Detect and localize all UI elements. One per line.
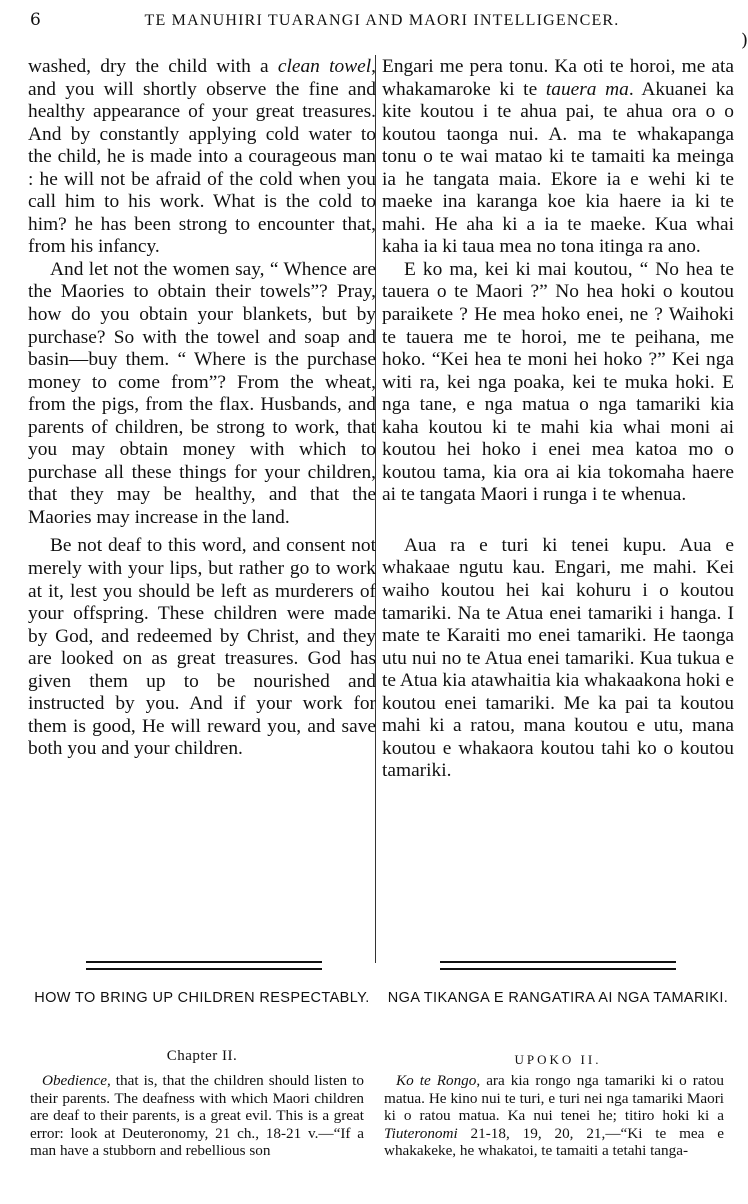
english-paragraph-1-rest: , and you will shortly observe the fine and healthy appearance of your great treasures. And by constantly applying cold water to the child, he is made into a courageous man : he will not be afraid of the cold when you call him to his work. What is the cold to him? he has been strong to encounter that, from his infancy. xyxy=(28,56,376,258)
english-italic-towel: towel xyxy=(329,56,372,77)
english-chapter-body: , that is, that the children should listen to their parents. The deafness with which Maori children are deaf to their parents, is a great evil. This is a great error: look at Deuteronomy, 21 ch., 18-21 v.—“If a man have a stubborn and rebellious son xyxy=(30,1072,364,1160)
maori-chapter-heading: UPOKO II. xyxy=(514,1052,602,1067)
maori-italic-tauera: tauera ma xyxy=(545,78,629,100)
english-section-title: HOW TO BRING UP CHILDREN RESPECTABLY. xyxy=(34,990,370,1006)
english-paragraph-3: Be not deaf to this word, and consent not merely with your lips, but rather go to work at it, lest you should be left as murderers of your offspring. These children were made by God, and redeemed by Christ, and they are looked on as great treasures. God has given them up to be nourished and instructed by you. And if your work for them is good, He will reward you, and save both you and your children. xyxy=(28,535,376,760)
english-chapter-heading: Chapter II. xyxy=(166,1048,238,1064)
maori-lead-italic: Ko te Rongo xyxy=(396,1072,477,1089)
english-paragraph-1 xyxy=(28,56,376,259)
english-lead-italic: Obedience xyxy=(42,1072,107,1089)
maori-paragraph-1-rest: . Akuanei ka kite koutou i te ahua pai, te ahua ora o o koutou taonga nui. A. ma te whakapanga tonu o te wai matao ki te tamaiti ka meinga ia he tangata maia. Ekore ia e wehi ki te maeke ina karanga koe kia haere ia ki te mahi. He aha ki a ia te maeke. Kua whai kaha ia ki taua mea no tona itinga ra ano. xyxy=(382,78,734,258)
page-header xyxy=(0,4,748,51)
maori-chapter-text xyxy=(384,1072,724,1160)
section-rule-left xyxy=(86,961,322,970)
english-chapter-text xyxy=(30,1072,364,1160)
english-paragraph-1-start: washed, dry the child with a xyxy=(28,56,278,77)
maori-column xyxy=(382,56,734,783)
running-title: TE MANUHIRI TUARANGI AND MAORI INTELLIGENCER. xyxy=(144,12,620,29)
maori-chapter-body-end: 21-18, 19, 20, 21,—“Ki te mea e whakakeke, he whakatoi, te tamaiti a tetahi tanga- xyxy=(384,1124,724,1160)
maori-paragraph-2: E ko ma, kei ki mai koutou, “ No hea te tauera o te Maori ?” No hea hoki o koutou paraikete ? He mea hoko enei, ne ? Waihoki te tauera me te horoi, me te peihana, me hoko. “Kei hea te moni hei hoko ?” Kei nga witi ra, kei nga poaka, kei te muka hoki. E nga tane, e nga matua o nga tamariki kia kaha koutou ki te mahi kia whai moni ai koutou hei hoko i enei mea katoa mo o koutou tama, kia ora ai kia tokomaha haere ai te tangata Maori i runga i te whenua. xyxy=(382,258,734,506)
page-number: 6 xyxy=(30,10,41,30)
english-column xyxy=(28,56,376,761)
maori-chapter-body: , ara kia rongo nga tamariki ki o ratou matua. He kino nui te turi, e turi nei nga tamariki Maori ki o ratou matua. Ka nui tenei he; titiro hoki ki a xyxy=(384,1072,724,1125)
maori-section-title: NGA TIKANGA E RANGATIRA AI NGA TAMARIKI. xyxy=(387,990,729,1006)
maori-paragraph-1-start: Engari me pera tonu. Ka oti te horoi, me ata whakamaroke ki te xyxy=(382,56,734,100)
maori-paragraph-3: Aua ra e turi ki tenei kupu. Aua e whakaae ngutu kau. Engari, me mahi. Kei waiho koutou hei kai kohuru i o koutou tamariki. Na te Atua enei tamariki i hanga. I mate te Karaiti mo enei tamariki. He taonga utu nui no te Atua enei tamariki. Kua tukua e te Atua kia atawhaitia kia whakaakona hoki e koutou enei tamariki. Me ka pai ta koutou mahi ki a ratou, mana koutou e utu, mana koutou e whakaora koutou tahi ko o koutou tamariki. xyxy=(382,534,734,782)
edge-mark: ) xyxy=(740,30,748,51)
maori-italic-reference: Tiuteronomi xyxy=(384,1124,458,1142)
section-rule-right xyxy=(440,961,676,970)
maori-paragraph-1 xyxy=(382,56,734,259)
english-italic-clean: clean xyxy=(277,56,320,77)
english-paragraph-2: And let not the women say, “ Whence are the Maories to obtain their towels”? Pray, how do you obtain your blankets, but by purchase? So with the towel and soap and basin—buy them. “ Where is the purchase money to come from”? From the wheat, from the pigs, from the flax. Husbands, and parents of children, be strong to work, that you may obtain money with which to purchase all these things for your children, that they may be healthy, and that the Maories may increase in the land. xyxy=(28,258,376,528)
